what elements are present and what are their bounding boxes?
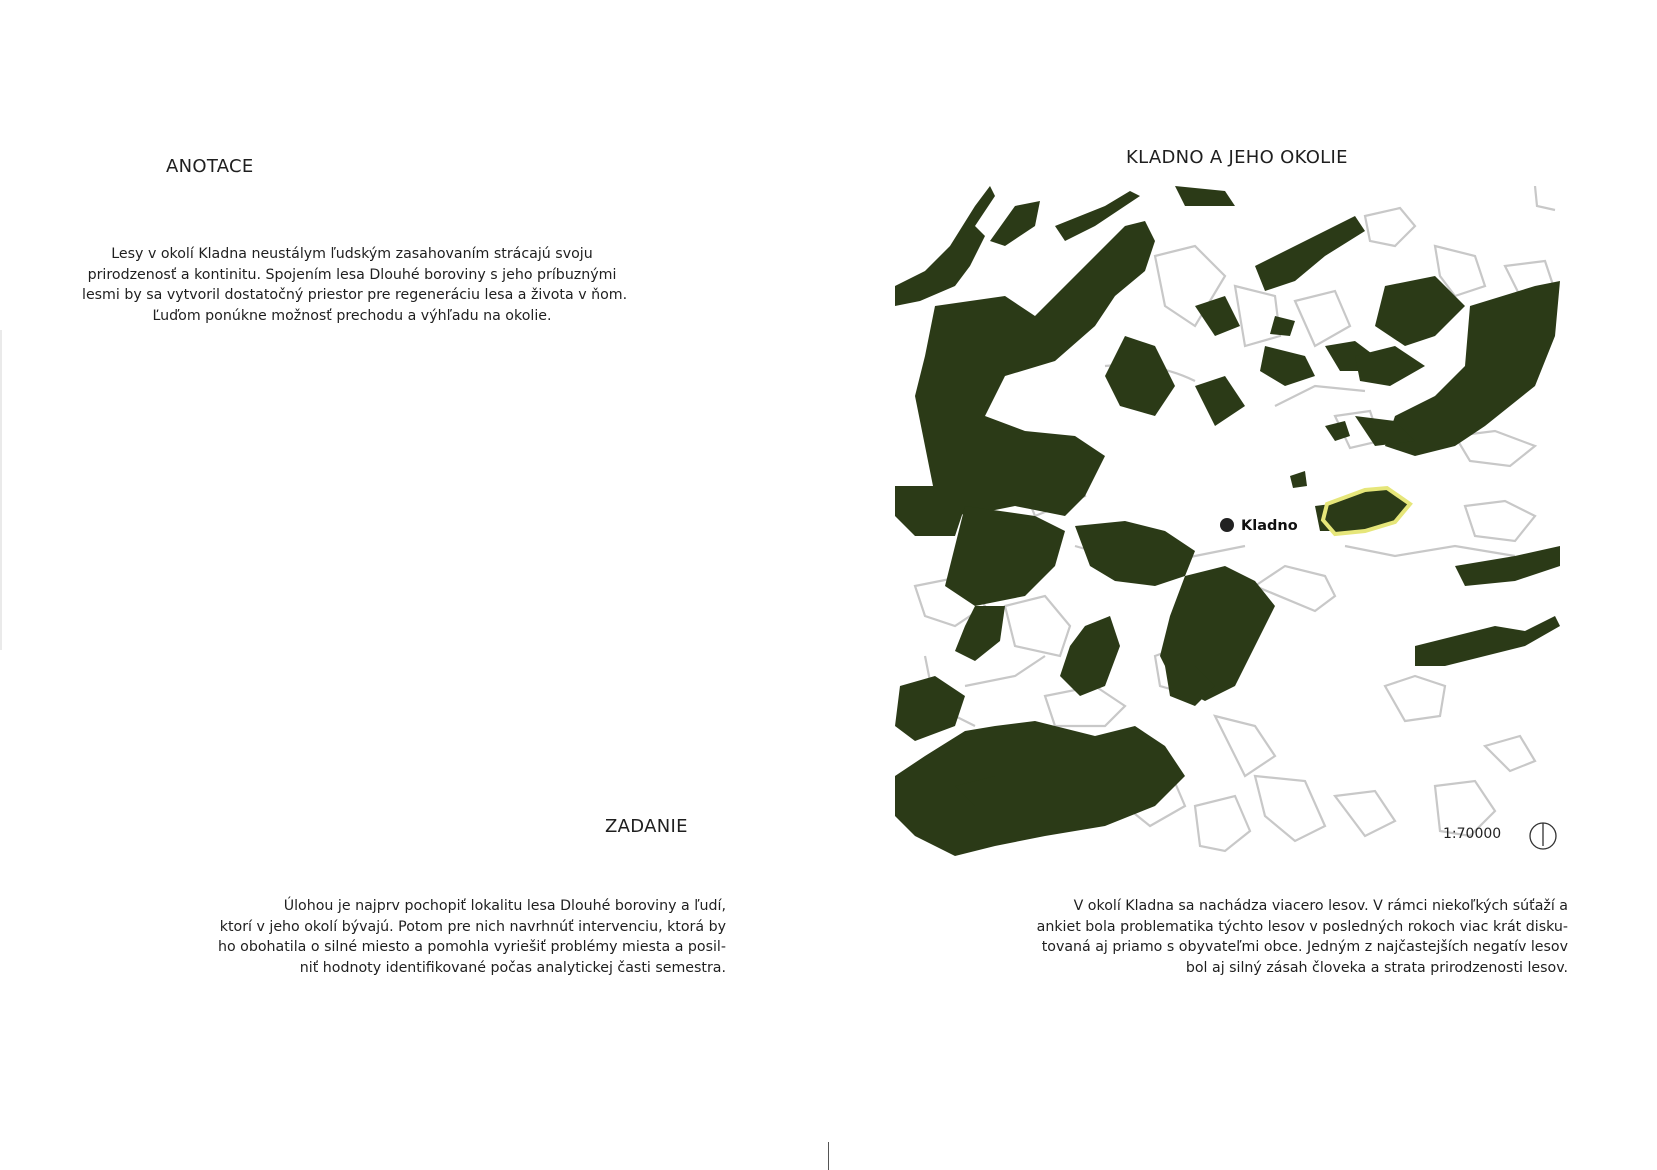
annotation-line: lesmi by sa vytvoril dostatočný priestor pre regeneráciu lesa a života v ňom. (82, 287, 628, 303)
assignment-text (200, 896, 726, 978)
forest-map (895, 186, 1565, 856)
page-spine (828, 1142, 829, 1170)
description-line: bol aj silný zásah človeka a strata prirodzenosti lesov. (1185, 959, 1568, 976)
description-line: ankiet bola problematika týchto lesov v posledných rokoch viac krát disku- (1036, 918, 1568, 935)
description-line: tovaná aj priamo s obyvateľmi obce. Jedným z najčastejších negatív lesov (1041, 939, 1568, 955)
assignment-line: niť hodnoty identifikované počas analytickej časti semestra. (299, 959, 726, 976)
city-label: Kladno (1241, 518, 1298, 534)
annotation-line: prirodzenosť a kontinitu. Spojením lesa Dlouhé boroviny s jeho príbuznými (87, 266, 617, 283)
assignment-line: ktorí v jeho okolí bývajú. Potom pre nich navrhnúť intervenciu, ktorá by (219, 918, 726, 935)
annotation-line: Ľuďom ponúkne možnosť prechodu a výhľadu na okolie. (152, 307, 552, 324)
description-line: V okolí Kladna sa nachádza viacero lesov. V rámci niekoľkých súťaží a (1073, 898, 1568, 914)
map-title: KLADNO A JEHO OKOLIE (1126, 147, 1348, 168)
annotation-title: ANOTACE (166, 156, 254, 177)
assignment-line: Úlohou je najprv pochopiť lokalitu lesa Dlouhé boroviny a ľudí, (283, 898, 726, 914)
annotation-line: Lesy v okolí Kladna neustálym ľudským zasahovaním strácajú svoju (111, 246, 593, 262)
city-marker-icon (1220, 518, 1234, 532)
map-description (1030, 896, 1568, 978)
north-arrow-icon (1530, 823, 1556, 849)
map-scale: 1:70000 (1443, 826, 1502, 842)
annotation-text (82, 244, 628, 326)
page-edge-mark (0, 330, 2, 650)
assignment-line: ho obohatila o silné miesto a pomohla vyriešiť problémy miesta a posil- (218, 939, 726, 955)
highlighted-forest (1323, 488, 1410, 534)
assignment-title: ZADANIE (605, 816, 688, 837)
